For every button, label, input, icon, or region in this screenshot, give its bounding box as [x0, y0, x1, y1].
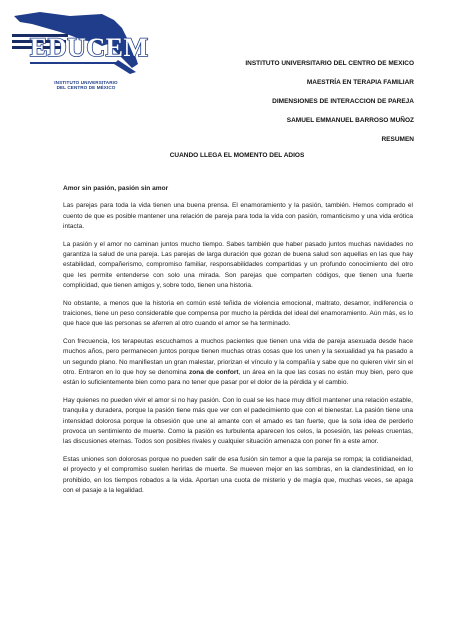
- document-body: [63, 184, 413, 504]
- logo-institution-text: [32, 80, 140, 91]
- logo-underline: [30, 62, 118, 64]
- paragraph-2: La pasión y el amor no caminan juntos mucho tiempo. Sabes también que haber pasado juntos muchas navidades no garantiza la salud de una pareja. Las parejas de larga duración que gozan de buena salud son aquellas en las que hay estabilidad, compañerismo, compromiso familiar, responsabilidades compartidas y un profundo conocimiento del otro que les permite entenderse con solo una mirada. Son parejas que comparten códigos, que tienen una fuerte complicidad, que tienen amigos y, sobre todo, tienen una historia.: [63, 240, 413, 289]
- header-course: DIMENSIONES DE INTERACCION DE PAREJA: [272, 98, 414, 105]
- paragraph-1: Las parejas para toda la vida tienen una buena prensa. El enamoramiento y la pasión, también. Hemos comprado el cuento de que es posible mantener una relación de pareja para toda la vida con pasión, romanticismo y una vida erótica intacta.: [63, 202, 413, 230]
- section-subheading: Amor sin pasión, pasión sin amor: [63, 185, 169, 192]
- paragraph-4-part-2: , un área en la que las cosas no están muy bien, pero que están lo suficientemente bien como para no tener que pasar por el dolor de la pérdida y el cambio.: [63, 368, 414, 387]
- header-author: SAMUEL EMMANUEL BARROSO MUÑOZ: [286, 117, 414, 124]
- logo-institution-line1: INSTITUTO UNIVERSITARIO: [54, 80, 118, 85]
- paragraph-3: No obstante, a menos que la historia en común esté teñida de violencia emocional, maltrato, desamor, indiferencia o traiciones, tiene un peso considerable que compensa por mucho la pérdida del ideal del enamoramiento. Aún más, es lo que hace que las personas se aferren al otro cuando el amor se ha terminado.: [63, 299, 413, 328]
- logo-institution-line2: DEL CENTRO DE MÉXICO: [56, 85, 116, 91]
- paragraph-4: [63, 337, 413, 388]
- header-doc-type: RESUMEN: [381, 136, 414, 143]
- paragraph-6: Estas uniones son dolorosas porque no pueden salir de esa fusión sin temor a que la pareja se rompa; la cotidianeidad, el proyecto y el compromiso suelen herirlas de muerte. Se mueven mejor en las sombras, en la clandestinidad, en lo prohibido, en los tiempos robados a la vida. Aportan una cuota de misterio y de magia que, muchas veces, se apaga con el pasaje a la legalidad.: [63, 456, 413, 494]
- paragraph-5: Hay quienes no pueden vivir el amor si no hay pasión. Con lo cual se les hace muy difícil mantener una relación estable, tranquila y duradera, porque la pasión tiene más que ver con el padecimiento que con el bienestar. La pasión tiene una intensidad dolorosa porque la obsesión que une al amante con el amado es tan fuerte, que la sola idea de perderlo provoca un sentimiento de muerte. Como la pasión es turbulenta aparecen los celos, la posesión, las peleas cruentas, las discusiones eternas. Todos son posibles rivales y cualquier situación amenaza con poner fin a este amor.: [63, 397, 413, 446]
- document-title: CUANDO LLEGA EL MOMENTO DEL ADIOS: [169, 152, 305, 159]
- educem-logo: [10, 6, 150, 96]
- educem-logo-graphic: [10, 6, 150, 80]
- header-program: MAESTRÍA EN TERAPIA FAMILIAR: [306, 79, 414, 86]
- logo-wordmark: EDUCEM: [30, 33, 149, 62]
- paragraph-4-bold-term: zona de confort: [188, 368, 239, 376]
- paragraph-4-part-1: Con frecuencia, los terapeutas escuchamos a muchos pacientes que tienen una vida de pareja asexuada desde hace muchos años, pero permanecen juntos porque tienen muchas otras cosas que los unen y la sexualidad ya ha pasado a un segundo plano. No manifiestan un gran malestar, priorizan el vínculo y la compañía y sabe que no quieren vivir sin el otro. Entraron en lo que hoy se denomina: [63, 338, 413, 376]
- header-institution: INSTITUTO UNIVERSITARIO DEL CENTRO DE MEXICO: [245, 60, 414, 67]
